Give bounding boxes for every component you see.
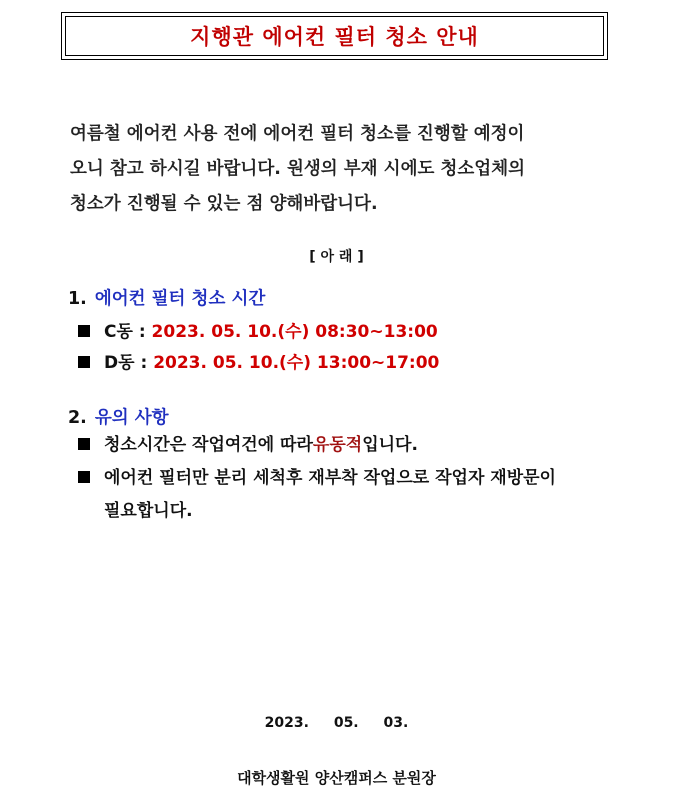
schedule-item-d [78,348,439,373]
square-bullet-icon [78,325,90,337]
note-2-line-1: 에어컨 필터만 분리 세척후 재부착 작업으로 작업자 재방문이 [104,468,556,488]
signature: 대학생활원 양산캠퍼스 분원장 [237,769,436,787]
intro-line-1: 여름철 에어컨 사용 전에 에어컨 필터 청소를 진행할 예정이 [70,124,525,144]
section-1-title: 에어컨 필터 청소 시간 [94,289,266,309]
section-2-title: 유의 사항 [94,408,169,428]
intro-paragraph [70,117,610,222]
schedule-time: 2023. 05. 10.(수) 13:00~17:00 [153,353,440,373]
building-label: C동 : [104,322,146,342]
intro-line-2: 오니 참고 하시길 바랍니다. 원생의 부재 시에도 청소업체의 [70,159,526,179]
note-item-2 [78,462,618,495]
square-bullet-icon [78,438,90,450]
square-bullet-icon [78,356,90,368]
note-1-text-post: 입니다. [362,435,418,455]
schedule-time: 2023. 05. 10.(수) 08:30~13:00 [151,322,438,342]
note-item-2-cont [78,495,618,528]
page-title: 지행관 에어컨 필터 청소 안내 [190,25,479,49]
notes-list [78,429,618,528]
section-2-heading [68,404,169,429]
note-1-text-pre: 청소시간은 작업여건에 따라 [104,435,313,455]
note-item-1 [78,429,618,462]
section-2-number: 2. [68,408,87,428]
note-1-highlight: 유동적 [312,435,363,455]
note-2-line-2: 필요합니다. [104,501,193,521]
schedule-item-c [78,317,438,342]
building-label: D동 : [104,353,148,373]
below-label: [ 아 래 ] [309,249,364,265]
title-inner-border [65,16,604,56]
section-1-heading [68,285,265,310]
intro-line-3: 청소가 진행될 수 있는 점 양해바랍니다. [70,194,378,214]
title-box [61,12,608,60]
notice-date: 2023. 05. 03. [264,715,409,731]
square-bullet-icon [78,471,90,483]
section-1-number: 1. [68,289,87,309]
